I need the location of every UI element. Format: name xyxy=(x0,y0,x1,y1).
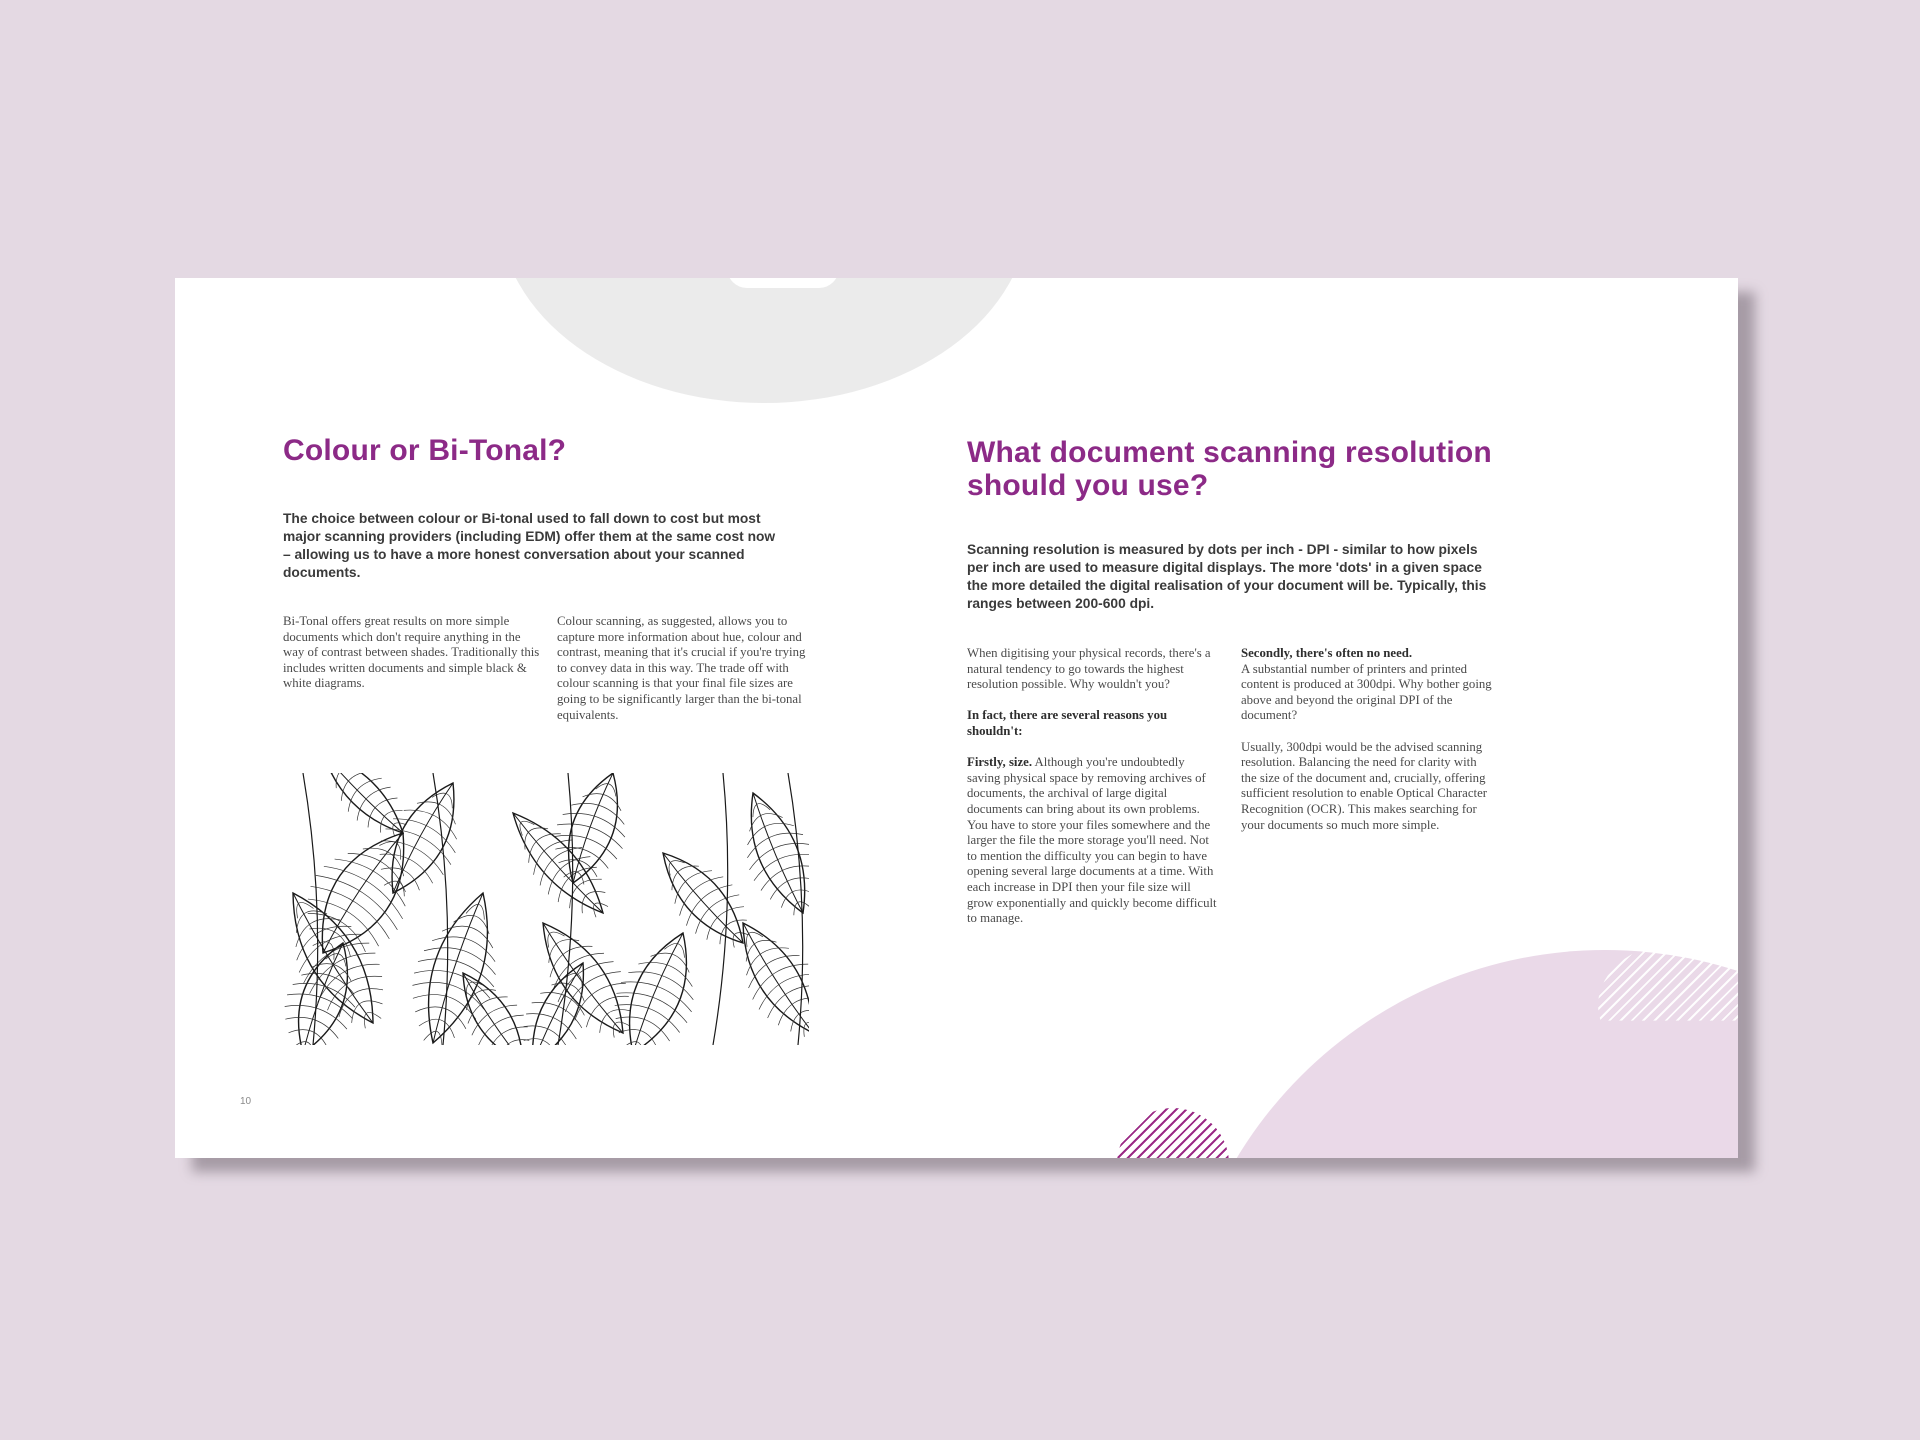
left-col-bitonal: Bi-Tonal offers great results on more simple documents which don't require anything in the way of contrast between shades. Traditionally this includes written documents and simple black & white diagrams. xyxy=(283,614,540,691)
leaf-stem xyxy=(303,773,318,1045)
leaf-outline xyxy=(743,923,809,1037)
leaf-outline xyxy=(323,773,406,836)
leaf-outline xyxy=(543,923,630,1038)
right-col1-size-text: Although you're undoubtedly saving physical space by removing archives of documents, the archival of large digital documents can bring about its own problems. You have to store your files somewhere and the larger the file the more storage you'll need. Not to mention the difficulty you can begin to have opening several large documents at a time. With each increase in DPI then your file size will grow exponentially and quickly become difficult to manage. xyxy=(967,755,1217,926)
right-page-heading: What document scanning resolution should you use? xyxy=(967,436,1492,502)
right-col2-need-text: A substantial number of printers and printed content is produced at 300dpi. Why bother going above and beyond the original DPI of the document? xyxy=(1241,661,1492,723)
right-page-lede: Scanning resolution is measured by dots per inch - DPI - similar to how pixels per inch are used to measure digital displays. The more 'dots' in a given space the more detailed the digital realisation of your document will be. Typically, this ranges between 200-600 dpi. xyxy=(967,542,1487,611)
leaf-stem xyxy=(713,773,728,1045)
leaf-outline xyxy=(285,943,355,1045)
leaf-stem xyxy=(433,773,448,1045)
left-col-colour: Colour scanning, as suggested, allows you to capture more information about hue, colour and contrast, meaning that it's crucial if you're trying to convey data in this way. The trade off with colour scanning is that your final file sizes are going to be significantly larger than the bi-tonal equivalents. xyxy=(557,614,806,722)
left-page-heading: Colour or Bi-Tonal? xyxy=(283,434,567,467)
right-col2-advice: Usually, 300dpi would be the advised scanning resolution. Balancing the need for clarity with the size of the document and, crucially, offering sufficient resolution to enable Optical Character Recognition (OCR). This makes searching for your documents so much more simple. xyxy=(1241,739,1488,832)
right-col1-size-lead: Firstly, size. xyxy=(967,755,1033,770)
right-col2-need-lead: Secondly, there's often no need. xyxy=(1241,646,1413,660)
leaf-outline xyxy=(524,963,585,1045)
left-page-lede: The choice between colour or Bi-tonal used to fall down to cost but most major scanning providers (including EDM) offer them at the same cost now – allowing us to have a more honest conversation about your scanned documents. xyxy=(283,511,776,580)
right-col1-intro: When digitising your physical records, there's a natural tendency to go towards the highest resolution possible. Why wouldn't you? xyxy=(967,646,1211,692)
page-number: 10 xyxy=(240,1096,252,1107)
leaf-outline xyxy=(615,933,694,1045)
leaf-outline xyxy=(747,793,809,915)
right-col-2 xyxy=(1241,646,1493,849)
leaf-line-art-image xyxy=(283,773,809,1045)
purple-hatch-decoration xyxy=(1117,1108,1229,1158)
gray-circle-notch xyxy=(727,278,839,288)
right-col-1 xyxy=(967,646,1217,942)
leaf-outline xyxy=(412,893,495,1045)
leaf-outline xyxy=(308,833,406,960)
right-col1-reasons: In fact, there are several reasons you shouldn't: xyxy=(967,708,1168,738)
leaf-outline xyxy=(463,973,529,1045)
leaf-outline xyxy=(663,853,748,948)
gray-circle-decoration xyxy=(499,278,1029,403)
brochure-spread xyxy=(175,278,1738,1158)
